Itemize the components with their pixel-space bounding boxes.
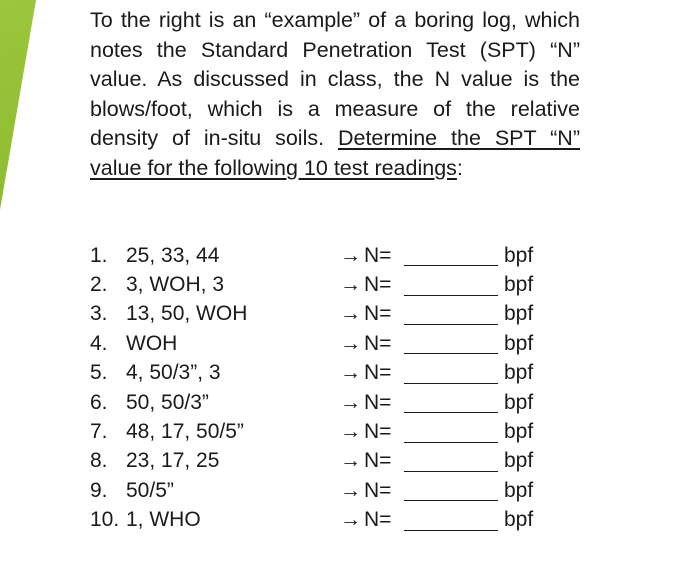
list-item	[90, 300, 570, 329]
intro-text: To the right is an “example” of a boring log, which notes the Standard Penetration Test (SPT) “N” value. As discussed in class, the N value is the blows/foot, which is a measure of the relative density of in-situ soils.	[90, 8, 580, 151]
item-number: 6.	[90, 390, 108, 414]
arrow-icon: →	[340, 243, 361, 267]
answer-blank	[404, 451, 498, 472]
list-item	[90, 476, 570, 505]
unit-label: bpf	[504, 273, 534, 297]
list-item	[90, 359, 570, 388]
answer-label: N=	[364, 361, 392, 385]
unit-label: bpf	[504, 243, 534, 267]
arrow-icon: →	[340, 420, 361, 444]
unit-label: bpf	[504, 508, 534, 532]
list-item	[90, 388, 570, 417]
item-number: 8.	[90, 449, 108, 473]
reading-text: 25, 33, 44	[126, 243, 220, 267]
decorative-accent-bar	[0, 0, 36, 210]
answer-blank	[404, 363, 498, 384]
list-item	[90, 506, 570, 535]
list-item	[90, 241, 570, 270]
reading-text: WOH	[126, 331, 178, 355]
answer-label: N=	[364, 508, 392, 532]
task-instruction: Determine the SPT “N” value for the following 10 test readings	[90, 126, 580, 180]
arrow-icon: →	[340, 361, 361, 385]
arrow-icon: →	[340, 508, 361, 532]
list-item	[90, 329, 570, 358]
item-number: 5.	[90, 361, 108, 385]
unit-label: bpf	[504, 390, 534, 414]
reading-text: 1, WHO	[126, 508, 201, 532]
answer-label: N=	[364, 243, 392, 267]
arrow-icon: →	[340, 331, 361, 355]
unit-label: bpf	[504, 449, 534, 473]
unit-label: bpf	[504, 331, 534, 355]
reading-text: 4, 50/3”, 3	[126, 361, 221, 385]
item-number: 4.	[90, 331, 108, 355]
item-number: 3.	[90, 302, 108, 326]
reading-text: 48, 17, 50/5”	[126, 420, 244, 444]
item-number: 7.	[90, 420, 108, 444]
reading-text: 3, WOH, 3	[126, 273, 225, 297]
arrow-icon: →	[340, 302, 361, 326]
answer-blank	[404, 245, 498, 266]
arrow-icon: →	[340, 273, 361, 297]
list-item	[90, 417, 570, 446]
item-number: 10.	[90, 508, 120, 532]
reading-text: 13, 50, WOH	[126, 302, 248, 326]
answer-label: N=	[364, 449, 392, 473]
instruction-colon: :	[456, 155, 463, 180]
answer-label: N=	[364, 331, 392, 355]
answer-label: N=	[364, 478, 392, 502]
item-number: 1.	[90, 243, 108, 267]
unit-label: bpf	[504, 420, 534, 444]
answer-blank	[404, 480, 498, 501]
reading-text: 50/5”	[126, 478, 174, 502]
unit-label: bpf	[504, 361, 534, 385]
item-number: 9.	[90, 478, 108, 502]
arrow-icon: →	[340, 449, 361, 473]
arrow-icon: →	[340, 390, 361, 414]
answer-blank	[404, 510, 498, 531]
unit-label: bpf	[504, 302, 534, 326]
answer-label: N=	[364, 390, 392, 414]
answer-blank	[404, 304, 498, 325]
reading-text: 23, 17, 25	[126, 449, 220, 473]
test-readings-list	[90, 241, 570, 535]
answer-blank	[404, 333, 498, 354]
answer-blank	[404, 422, 498, 443]
arrow-icon: →	[340, 478, 361, 502]
answer-label: N=	[364, 273, 392, 297]
unit-label: bpf	[504, 478, 534, 502]
item-number: 2.	[90, 273, 108, 297]
instruction-paragraph	[90, 6, 580, 184]
reading-text: 50, 50/3”	[126, 390, 209, 414]
answer-label: N=	[364, 420, 392, 444]
list-item	[90, 270, 570, 299]
answer-blank	[404, 392, 498, 413]
answer-blank	[404, 275, 498, 296]
answer-label: N=	[364, 302, 392, 326]
list-item	[90, 447, 570, 476]
